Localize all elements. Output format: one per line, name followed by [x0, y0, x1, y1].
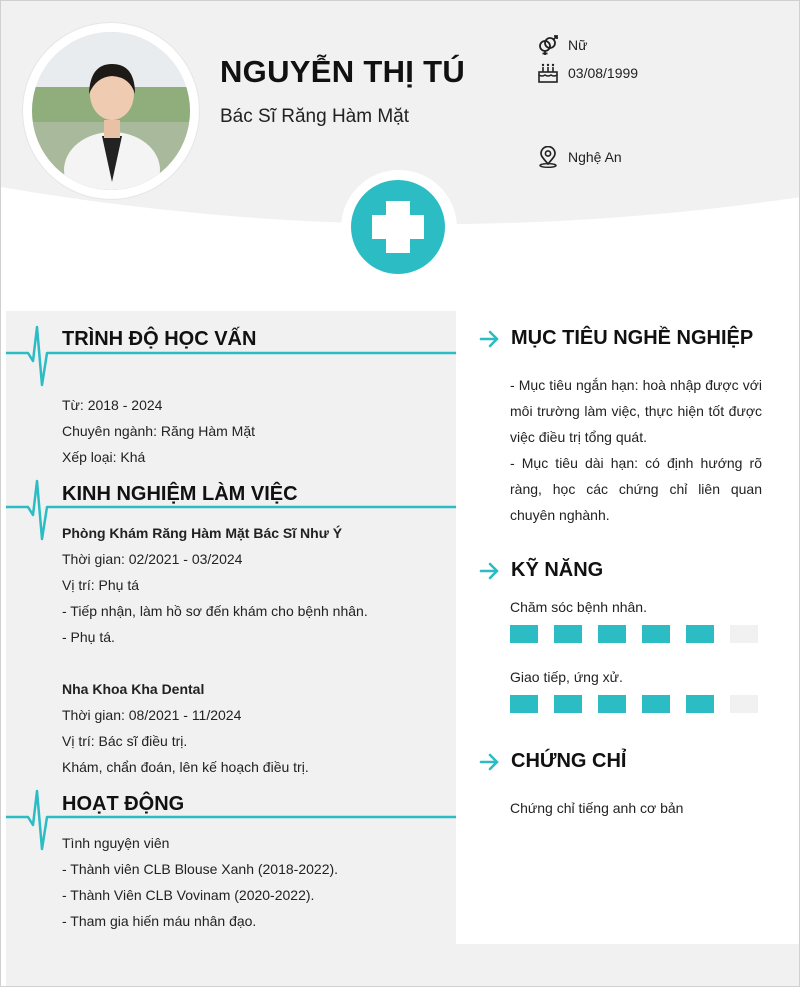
education-title: TRÌNH ĐỘ HỌC VẤN — [62, 328, 257, 350]
job-line: Khám, chẩn đoán, lên kế hoạch điều trị. — [62, 759, 309, 775]
education-line: Xếp loại: Khá — [62, 449, 146, 465]
experience-title: KINH NGHIỆM LÀM VIỆC — [62, 483, 298, 505]
activity-line: - Thành viên CLB Blouse Xanh (2018-2022). — [62, 861, 339, 877]
skill-segment-filled — [686, 695, 714, 713]
skill-segment-filled — [554, 695, 582, 713]
objective-heading — [479, 327, 753, 350]
education-heading — [6, 325, 456, 395]
location-info — [537, 146, 622, 168]
activity-line: Tình nguyện viên — [62, 835, 170, 851]
map-pin-icon — [537, 146, 559, 168]
medical-cross-icon — [339, 168, 459, 288]
footer-strip — [456, 944, 800, 987]
arrow-right-icon — [479, 328, 501, 350]
job-company: Nha Khoa Kha Dental — [62, 681, 205, 697]
job-line: Thời gian: 08/2021 - 11/2024 — [62, 707, 242, 723]
dob-info — [537, 62, 638, 84]
skill-segment-empty — [730, 625, 758, 643]
activity-line: - Tham gia hiến máu nhân đạo. — [62, 913, 257, 929]
job-company: Phòng Khám Răng Hàm Mặt Bác Sĩ Như Ý — [62, 525, 343, 541]
avatar — [32, 32, 190, 190]
gender-symbol-icon — [537, 34, 559, 56]
skill-level-bar — [510, 695, 758, 713]
skill-segment-filled — [642, 695, 670, 713]
birthday-cake-icon — [537, 62, 559, 84]
job-line: - Phụ tá. — [62, 629, 115, 645]
certificates-title: CHỨNG CHỈ — [511, 750, 627, 772]
skill-name: Chăm sóc bệnh nhân. — [510, 599, 647, 615]
activities-title: HOẠT ĐỘNG — [62, 793, 185, 815]
dob-value: 03/08/1999 — [568, 65, 639, 81]
left-column — [6, 311, 456, 987]
activity-line: - Thành Viên CLB Vovinam (2020-2022). — [62, 887, 315, 903]
skills-title: KỸ NĂNG — [511, 559, 604, 581]
objective-short-term: - Mục tiêu ngắn hạn: hoà nhập được với môi trường làm việc, thực hiện tốt được việc điều trị tổng quát. — [510, 377, 762, 445]
skill-segment-filled — [598, 625, 626, 643]
education-line: Chuyên ngành: Răng Hàm Mặt — [62, 423, 255, 439]
gender-info — [537, 34, 587, 56]
job-line: Vị trí: Phụ tá — [62, 577, 140, 593]
skill-segment-filled — [510, 695, 538, 713]
skills-heading — [479, 559, 603, 582]
arrow-right-icon — [479, 560, 501, 582]
certificates-heading — [479, 750, 626, 773]
certificate-line: Chứng chỉ tiếng anh cơ bản — [510, 800, 684, 816]
arrow-right-icon — [479, 751, 501, 773]
skill-segment-filled — [642, 625, 670, 643]
skill-segment-filled — [510, 625, 538, 643]
gender-value: Nữ — [568, 37, 588, 53]
skill-segment-filled — [686, 625, 714, 643]
education-line: Từ: 2018 - 2024 — [62, 397, 163, 413]
skill-segment-empty — [730, 695, 758, 713]
job-line: Vị trí: Bác sĩ điều trị. — [62, 733, 188, 749]
candidate-name: NGUYỄN THỊ TÚ — [220, 54, 466, 89]
location-value: Nghệ An — [568, 149, 622, 165]
skill-level-bar — [510, 625, 758, 643]
job-line: - Tiếp nhận, làm hồ sơ đến khám cho bệnh nhân. — [62, 603, 368, 619]
job-line: Thời gian: 02/2021 - 03/2024 — [62, 551, 243, 567]
job-title: Bác Sĩ Răng Hàm Mặt — [220, 106, 410, 127]
skill-segment-filled — [554, 625, 582, 643]
objective-long-term: - Mục tiêu dài hạn: có định hướng rõ ràng, học các chứng chỉ liên quan chuyên nghành. — [510, 455, 762, 523]
skill-name: Giao tiếp, ứng xử. — [510, 669, 623, 685]
skill-segment-filled — [598, 695, 626, 713]
objective-title: MỤC TIÊU NGHỀ NGHIỆP — [511, 327, 754, 349]
